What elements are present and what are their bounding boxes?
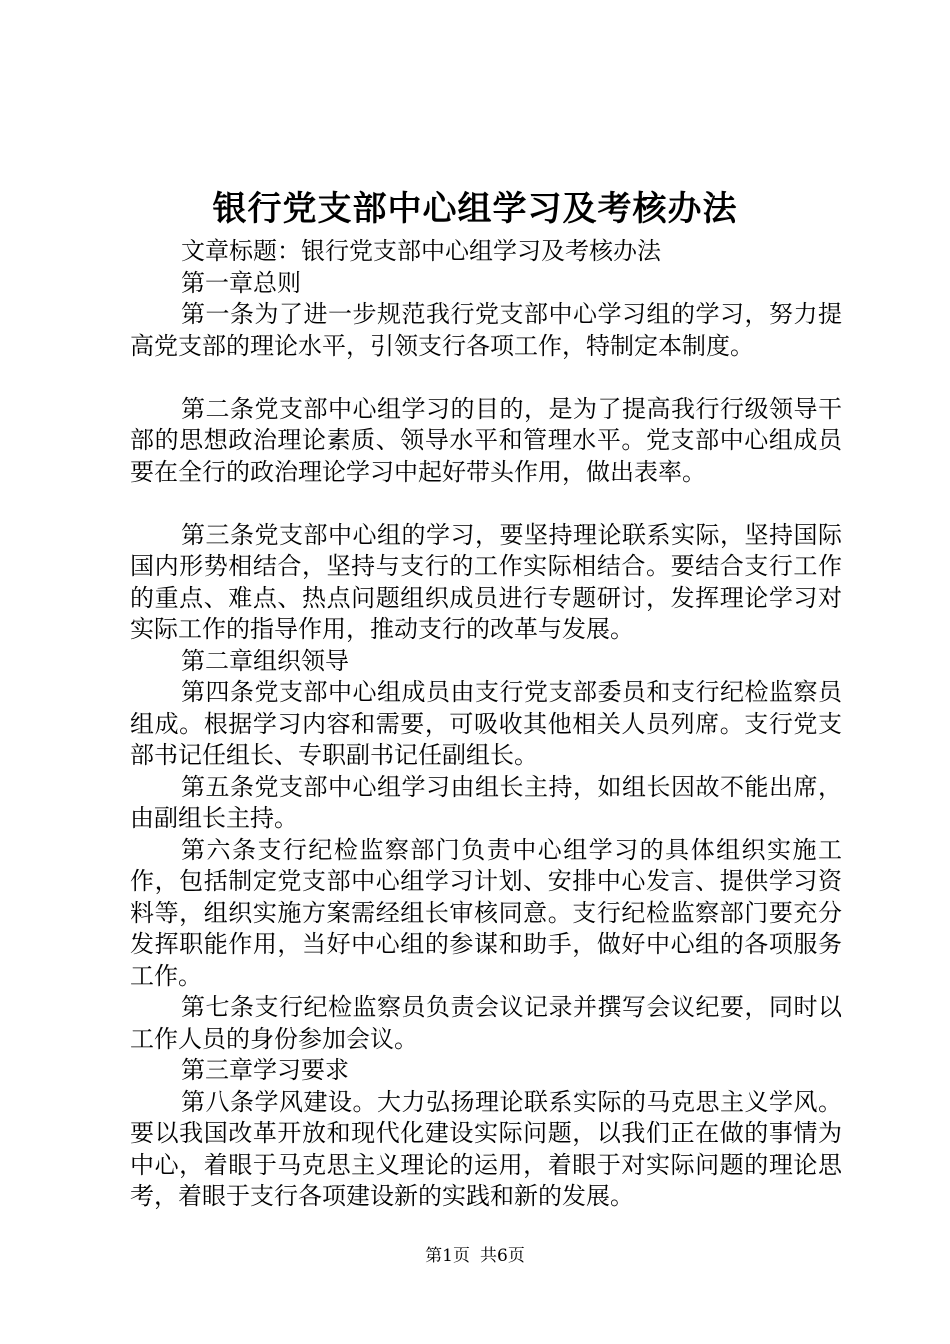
article-paragraph: 第三条党支部中心组的学习，要坚持理论联系实际，坚持国际国内形势相结合，坚持与支行的工作实际相结合。要结合支行工作的重点、难点、热点问题组织成员进行专题研讨，发挥理论学习对实际工作的指导作用，推动支行的改革与发展。 bbox=[130, 520, 842, 643]
article-paragraph: 第七条支行纪检监察员负责会议记录并撰写会议纪要，同时以工作人员的身份参加会议。 bbox=[130, 993, 842, 1053]
page-footer bbox=[0, 1244, 950, 1268]
chapter-heading: 第三章学习要求 bbox=[181, 1056, 349, 1084]
page-total: 共6页 bbox=[480, 1246, 525, 1266]
page-number: 第1页 bbox=[425, 1246, 470, 1266]
article-paragraph: 第八条学风建设。大力弘扬理论联系实际的马克思主义学风。要以我国改革开放和现代化建设实际问题，以我们正在做的事情为中心，着眼于马克思主义理论的运用，着眼于对实际问题的理论思考，着眼于支行各项建设新的实践和新的发展。 bbox=[130, 1087, 842, 1210]
chapter-heading: 第一章总则 bbox=[181, 268, 301, 297]
article-paragraph: 第一条为了进一步规范我行党支部中心学习组的学习，努力提高党支部的理论水平，引领支行各项工作，特制定本制度。 bbox=[130, 300, 842, 360]
chapter-heading: 第二章组织领导 bbox=[181, 646, 349, 675]
document-body bbox=[130, 236, 842, 1213]
article-title-line: 文章标题：银行党支部中心组学习及考核办法 bbox=[181, 237, 661, 265]
article-paragraph: 第四条党支部中心组成员由支行党支部委员和支行纪检监察员组成。根据学习内容和需要，可吸收其他相关人员列席。支行党支部书记任组长、专职副书记任副组长。 bbox=[130, 678, 842, 769]
article-paragraph: 第五条党支部中心组学习由组长主持，如组长因故不能出席，由副组长主持。 bbox=[130, 772, 842, 832]
document-title: 银行党支部中心组学习及考核办法 bbox=[212, 189, 738, 229]
article-paragraph: 第六条支行纪检监察部门负责中心组学习的具体组织实施工作，包括制定党支部中心组学习计划、安排中心发言、提供学习资料等，组织实施方案需经组长审核同意。支行纪检监察部门要充分发挥职能作用，当好中心组的参谋和助手，做好中心组的各项服务工作。 bbox=[130, 835, 842, 990]
article-paragraph: 第二条党支部中心组学习的目的，是为了提高我行行级领导干部的思想政治理论素质、领导水平和管理水平。党支部中心组成员要在全行的政治理论学习中起好带头作用，做出表率。 bbox=[130, 394, 842, 486]
